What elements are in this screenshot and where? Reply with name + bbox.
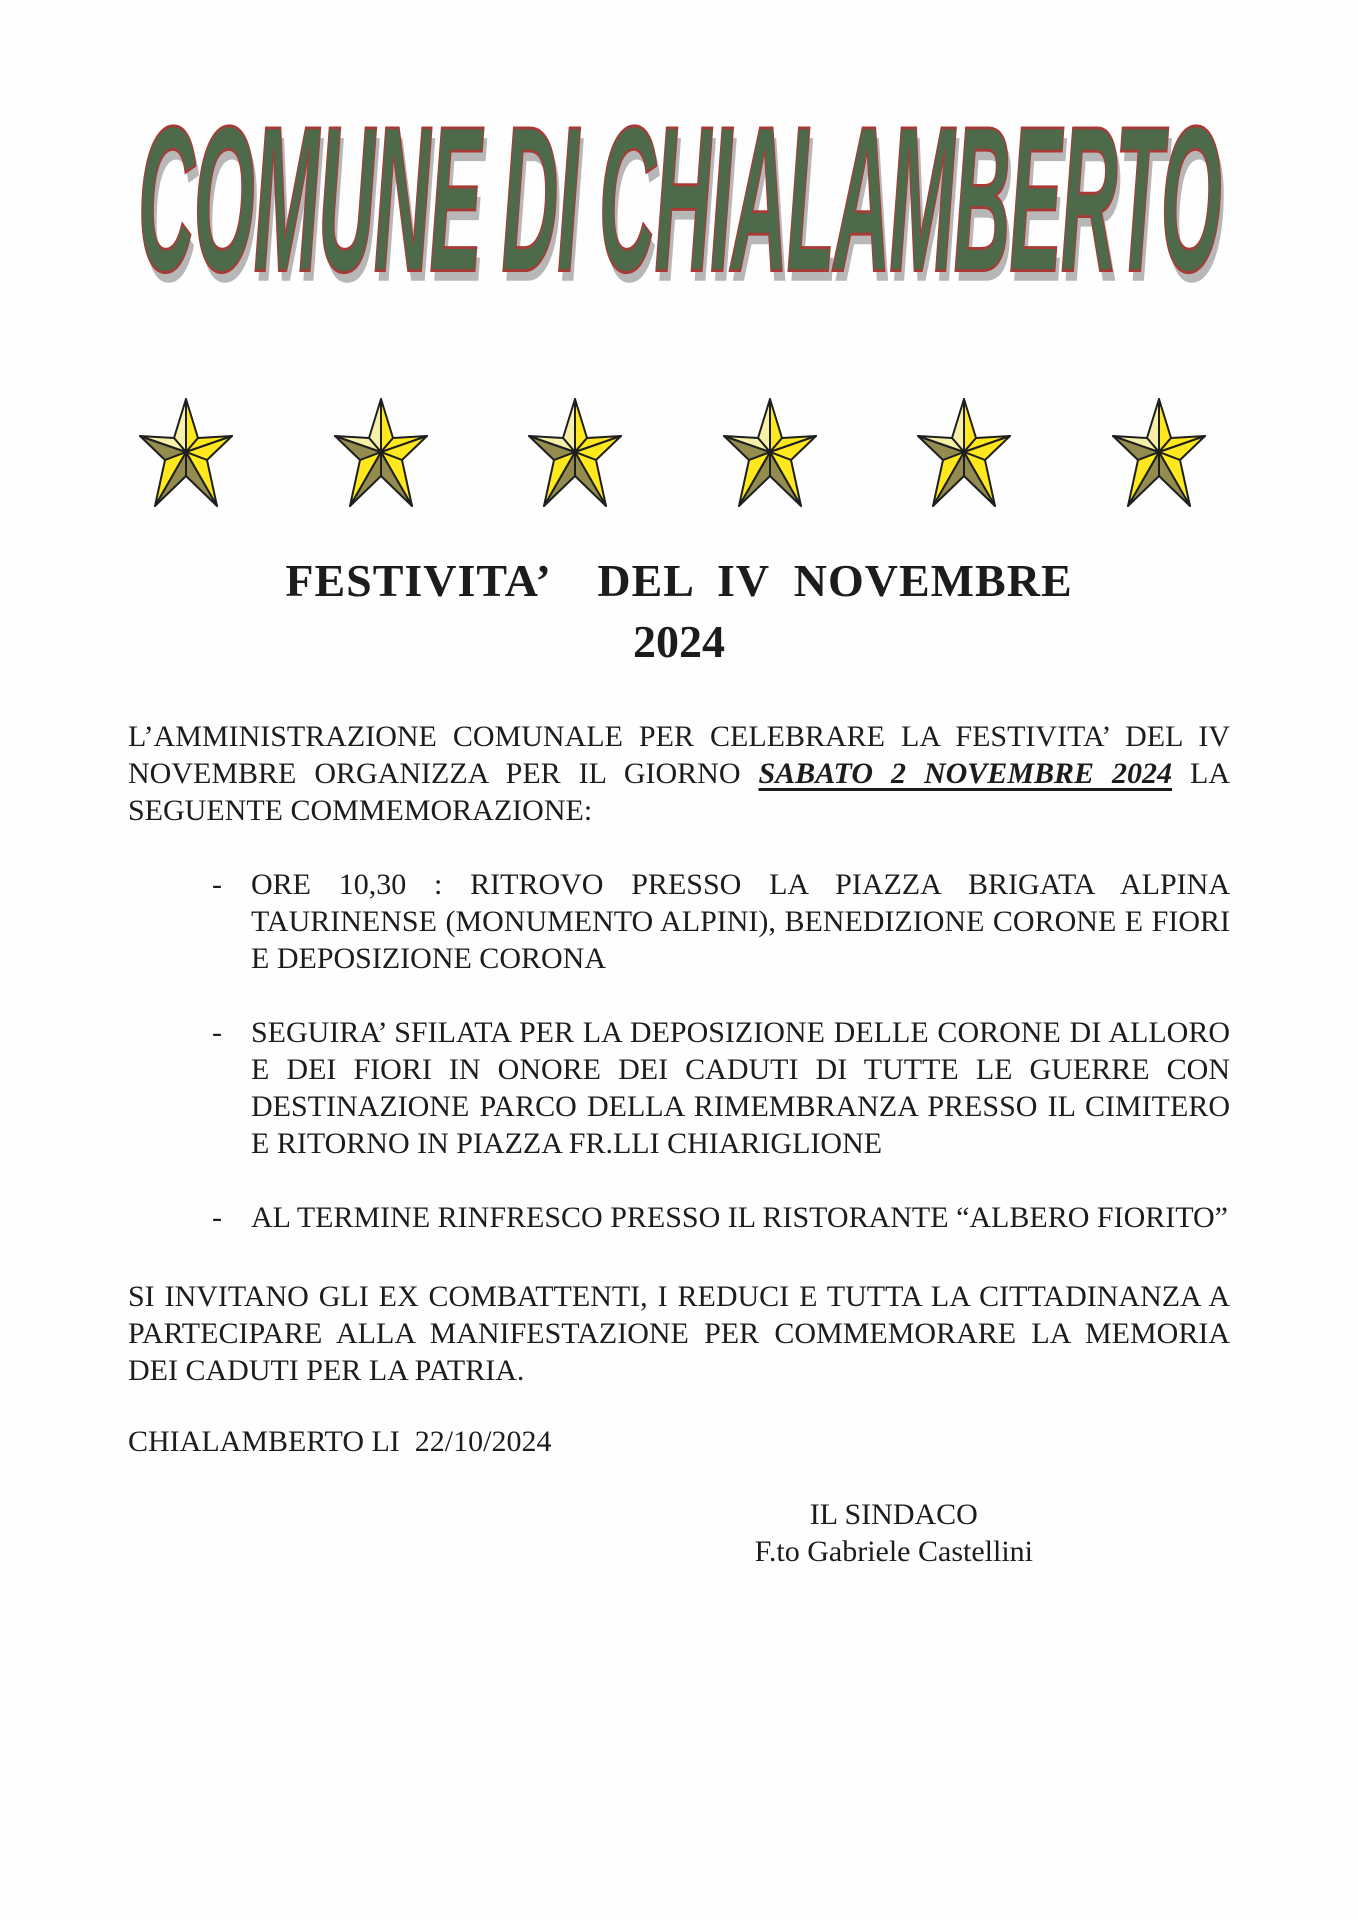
signature-role: IL SINDACO xyxy=(809,1498,978,1531)
signature-block xyxy=(755,1496,1033,1570)
gold-star-icon xyxy=(914,396,1014,511)
list-item-text: AL TERMINE RINFRESCO PRESSO IL RISTORANTE “ALBERO FIORITO” xyxy=(251,1201,1228,1234)
intro-text-after: LA SEGUENTE COMMEMORAZIONE: xyxy=(128,757,1230,827)
gold-star-icon xyxy=(525,396,625,511)
gold-star-icon xyxy=(136,396,236,511)
list-item-text: ORE 10,30 : RITROVO PRESSO LA PIAZZA BRIGATA ALPINA TAURINENSE (MONUMENTO ALPINI), BENEDIZIONE CORONE E FIORI E DEPOSIZIONE CORONA xyxy=(251,868,1230,975)
event-year: 2024 xyxy=(633,616,725,667)
closing-paragraph: SI INVITANO GLI EX COMBATTENTI, I REDUCI E TUTTA LA CITTADINANZA A PARTECIPARE ALLA MANIFESTAZIONE PER COMMEMORARE LA MEMORIA DEI CADUTI PER LA PATRIA. xyxy=(128,1280,1230,1387)
list-item xyxy=(128,1014,1230,1162)
notice-body xyxy=(128,718,1230,1570)
place-date-line: CHIALAMBERTO LI 22/10/2024 xyxy=(128,1425,552,1458)
bullet-dash: - xyxy=(212,1201,222,1234)
intro-text-before: L’AMMINISTRAZIONE COMUNALE PER CELEBRARE LA FESTIVITA’ DEL IV NOVEMBRE ORGANIZZA PER IL GIORNO xyxy=(128,720,1230,790)
bullet-dash: - xyxy=(212,1016,222,1049)
stars-row xyxy=(136,396,1209,511)
list-item xyxy=(128,1199,1230,1236)
event-date-highlight: SABATO 2 NOVEMBRE 2024 xyxy=(758,757,1173,790)
program-list xyxy=(128,866,1230,1236)
municipality-title: COMUNE DI CHIALAMBERTO xyxy=(137,85,1221,316)
signature-name: F.to Gabriele Castellini xyxy=(754,1535,1033,1568)
gold-star-icon xyxy=(1109,396,1209,511)
intro-paragraph xyxy=(128,718,1230,829)
municipality-banner xyxy=(0,85,1358,316)
list-item xyxy=(128,866,1230,977)
gold-star-icon xyxy=(331,396,431,511)
gold-star-icon xyxy=(720,396,820,511)
bullet-dash: - xyxy=(212,868,222,901)
list-item-text: SEGUIRA’ SFILATA PER LA DEPOSIZIONE DELLE CORONE DI ALLORO E DEI FIORI IN ONORE DEI CADUTI DI TUTTE LE GUERRE CON DESTINAZIONE PARCO DELLA RIMEMBRANZA PRESSO IL CIMITERO E RITORNO IN PIAZZA FR.LLI CHIARIGLIONE xyxy=(251,1016,1230,1160)
event-title: FESTIVITA’ DEL IV NOVEMBRE xyxy=(285,555,1073,606)
